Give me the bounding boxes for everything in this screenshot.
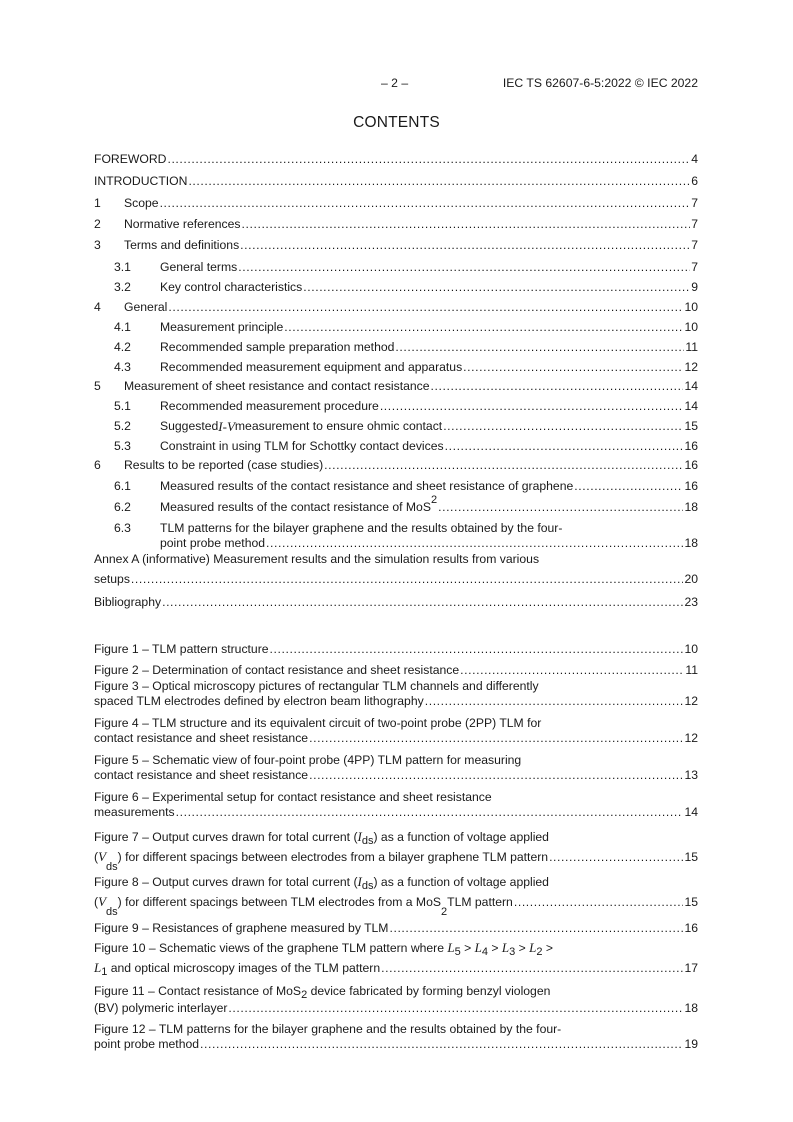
- toc-entry-label: Bibliography: [94, 595, 162, 609]
- toc-entry-label-pre: Suggested: [160, 419, 219, 433]
- figure-entry-page: 19: [684, 1037, 698, 1051]
- subscript: 3: [509, 946, 516, 958]
- dot-leader: [168, 300, 683, 315]
- toc-entry-number: 1: [94, 196, 101, 210]
- toc-entry-page: 11: [685, 340, 698, 354]
- italic-variable: L: [529, 940, 537, 955]
- figure-entry-page: 12: [684, 694, 698, 708]
- toc-entry[interactable]: [94, 589, 698, 610]
- toc-entry-number: 2: [94, 217, 101, 231]
- figure-entry[interactable]: [94, 716, 698, 753]
- toc-entry-number: 3: [94, 238, 101, 252]
- subscript: 2: [301, 989, 308, 1001]
- dot-leader: [270, 642, 684, 657]
- toc-entry-label: General: [124, 300, 168, 314]
- toc-entry-page: 14: [684, 379, 698, 393]
- figure-entry[interactable]: [94, 679, 698, 716]
- figure-entry-label-line2: point probe method: [94, 1037, 200, 1051]
- figure-entry[interactable]: [94, 753, 698, 790]
- figure-entry-label-line2-mid: ) for different spacings between TLM electrodes from a MoS: [117, 895, 441, 909]
- dot-leader: [324, 458, 683, 473]
- figure-entry-label-line1-pre: Figure 8 – Output curves drawn for total current (: [94, 875, 358, 889]
- toc-entry-number: 6.2: [114, 500, 131, 514]
- figure-entry-label-line1-post: device fabricated by forming benzyl viologen: [307, 984, 551, 998]
- toc-entry-page: 18: [684, 500, 698, 514]
- toc-entry-page: 7: [691, 196, 698, 210]
- toc-entry-number: 4.3: [114, 360, 131, 374]
- figure-entry-label-line2-pre: (: [94, 850, 99, 864]
- toc-entry-page: 18: [684, 536, 698, 550]
- toc-entry-page: 7: [691, 238, 698, 252]
- page-header: [0, 76, 793, 92]
- figure-entry-label: Figure 9 – Resistances of graphene measured by TLM: [94, 921, 389, 935]
- toc-entry-label: Key control characteristics: [160, 280, 303, 294]
- toc-entry[interactable]: [94, 315, 698, 335]
- figure-entry-label-line2-post: ) for different spacings between electrodes from a bilayer graphene TLM pattern: [117, 850, 549, 864]
- toc-entry-label-post: measurement to ensure ohmic contact: [234, 419, 443, 433]
- dot-leader: [309, 731, 683, 746]
- toc-entry-page: 20: [684, 572, 698, 586]
- dot-leader: [309, 768, 683, 783]
- toc-entry-label: Measurement of sheet resistance and contact resistance: [124, 379, 430, 393]
- subscript: 5: [454, 946, 461, 958]
- dot-leader: [395, 340, 684, 355]
- subscript: ds: [361, 880, 374, 892]
- dot-leader: [431, 379, 684, 394]
- toc-entry-label: Measured results of the contact resistance and sheet resistance of graphene: [160, 479, 574, 493]
- dot-leader: [242, 217, 691, 232]
- dot-leader: [131, 572, 684, 587]
- toc-entry-number: 3.1: [114, 260, 131, 274]
- toc-entry-label: Scope: [124, 196, 159, 210]
- toc-entry-page: 9: [691, 280, 698, 294]
- toc-entry-number: 5.1: [114, 399, 131, 413]
- italic-variable: L: [474, 940, 482, 955]
- figure-entry-label: Figure 2 – Determination of contact resistance and sheet resistance: [94, 663, 460, 677]
- toc-entry-page: 15: [684, 419, 698, 433]
- italic-variable: L: [501, 940, 510, 955]
- figure-entry-label: Figure 1 – TLM pattern structure: [94, 642, 269, 656]
- toc-entry[interactable]: [94, 434, 698, 454]
- dot-leader: [460, 663, 684, 678]
- toc-entry-page: 10: [684, 320, 698, 334]
- figure-entry-label-line2: spaced TLM electrodes defined by electron beam lithography: [94, 694, 424, 708]
- figure-entry-page: 14: [684, 805, 698, 819]
- figure-entry-label-line1: Figure 3 – Optical microscopy pictures of rectangular TLM channels and differently: [94, 679, 539, 693]
- figure-entry-label-line1: Figure 4 – TLM structure and its equivalent circuit of two-point probe (2PP) TLM for: [94, 716, 542, 730]
- toc-entry-label-line1: TLM patterns for the bilayer graphene and the results obtained by the four-: [160, 521, 563, 535]
- dot-leader: [188, 174, 690, 189]
- figures-list: [94, 635, 698, 1059]
- italic-variable: V: [98, 849, 107, 864]
- toc-entry[interactable]: [94, 494, 698, 515]
- figure-entry-page: 10: [684, 642, 698, 656]
- dot-leader: [176, 805, 684, 820]
- toc-entry-label: Results to be reported (case studies): [124, 458, 324, 472]
- subscript: ds: [361, 835, 374, 847]
- dot-leader: [380, 399, 684, 414]
- dot-leader: [381, 958, 683, 978]
- toc-entry-number: 6.3: [114, 521, 131, 535]
- figure-entry-label-line2: (BV) polymeric interlayer: [94, 1001, 228, 1015]
- figure-entry-label-line1: Figure 6 – Experimental setup for contact resistance and sheet resistance: [94, 790, 492, 804]
- figure-entry-label-line2-post: TLM pattern: [447, 895, 513, 909]
- toc-entry[interactable]: [94, 295, 698, 315]
- figure-entry-page: 11: [685, 663, 698, 677]
- toc-entry-page: 16: [684, 439, 698, 453]
- figure-entry-page: 17: [684, 961, 698, 975]
- dot-leader: [463, 360, 683, 375]
- dot-leader: [574, 479, 683, 494]
- figure-entry-page: 12: [684, 731, 698, 745]
- toc-entry-page: 16: [684, 479, 698, 493]
- toc-entry[interactable]: [94, 253, 698, 275]
- toc-entry-label: Recommended measurement equipment and apparatus: [160, 360, 463, 374]
- toc-entry-number: 5: [94, 379, 101, 393]
- toc-entry-label-line1: Annex A (informative) Measurement results and the simulation results from various: [94, 552, 540, 566]
- figure-entry[interactable]: Figure 8 – Output curves drawn for total current $(I_{ds})$ as a function of voltage applied ( V ds ) for different spacings between TLM electrodes from a MoS 2 TLM pattern ..... 15: [94, 872, 698, 915]
- contents-title: CONTENTS: [353, 114, 440, 131]
- figure-entry[interactable]: [94, 635, 698, 657]
- toc-entry-label: Normative references: [124, 217, 241, 231]
- toc-entry-page: 12: [684, 360, 698, 374]
- toc-entry[interactable]: [94, 355, 698, 375]
- dot-leader: [200, 1037, 683, 1052]
- figure-entry-label-line1: Figure 12 – TLM patterns for the bilayer graphene and the results obtained by the four-: [94, 1022, 562, 1036]
- dot-leader: [443, 419, 683, 434]
- figure-entry-label-line1-pre: Figure 11 – Contact resistance of MoS: [94, 984, 302, 998]
- figure-entry[interactable]: [94, 657, 698, 678]
- italic-variable: I-V: [218, 419, 235, 434]
- dot-leader: [389, 921, 683, 936]
- toc-entry[interactable]: [94, 375, 698, 394]
- toc-entry-number: 4.2: [114, 340, 131, 354]
- toc-entry-page: 6: [691, 174, 698, 188]
- figure-entry-page: 13: [684, 768, 698, 782]
- figure-entry-page: 15: [684, 895, 698, 909]
- subscript: 2: [536, 946, 543, 958]
- italic-variable: L: [94, 960, 102, 975]
- figure-entry-label-line2: $L_1$ and optical microscopy images of the TLM pattern: [94, 960, 381, 978]
- toc-entry[interactable]: [94, 189, 698, 211]
- italic-variable: V: [98, 894, 107, 909]
- toc-entry-label: Measurement principle: [160, 320, 284, 334]
- figure-entry-label-line1: Figure 5 – Schematic view of four-point probe (4PP) TLM pattern for measuring: [94, 753, 522, 767]
- figure-entry[interactable]: [94, 981, 698, 1020]
- toc-entry[interactable]: [94, 146, 698, 167]
- figure-entry-label-line2-pre: (: [94, 895, 99, 909]
- toc-entry-label: Recommended sample preparation method: [160, 340, 395, 354]
- figure-entry-label-line2: contact resistance and sheet resistance: [94, 731, 309, 745]
- dot-leader: [160, 196, 691, 211]
- toc-entry-number: 4.1: [114, 320, 131, 334]
- toc-entry-label-line2: setups: [94, 572, 130, 586]
- toc-entry[interactable]: [94, 521, 698, 554]
- figure-entry[interactable]: [94, 915, 698, 936]
- figure-entry-label-line1-pre: Figure 7 – Output curves drawn for total current (: [94, 830, 358, 844]
- figure-entry-page: 18: [684, 1001, 698, 1015]
- toc-entry-page: 16: [684, 458, 698, 472]
- toc-list: [94, 146, 698, 610]
- toc-entry-page: 7: [691, 260, 698, 274]
- figure-entry-label-line2: contact resistance and sheet resistance: [94, 768, 309, 782]
- figure-entry-label-line1-post: ) as a function of voltage applied: [373, 875, 549, 889]
- subscript: 4: [481, 946, 489, 958]
- dot-leader: [445, 439, 684, 454]
- figure-entry[interactable]: Figure 7 – Output curves drawn for total current $(I_{ds})$ as a function of voltage applied ( V ds ) for different spacings between electrodes from a bilayer graphene TLM pattern ..... 15: [94, 827, 698, 872]
- toc-entry-label: FOREWORD: [94, 152, 167, 166]
- subscript: 2: [430, 494, 438, 506]
- toc-entry[interactable]: [94, 275, 698, 295]
- toc-entry[interactable]: [94, 167, 698, 189]
- italic-variable: I: [357, 829, 362, 844]
- dot-leader: [425, 694, 684, 709]
- toc-entry-page: 14: [684, 399, 698, 413]
- toc-entry-number: 5.3: [114, 439, 131, 453]
- italic-variable: L: [447, 940, 455, 955]
- toc-entry-label-pre: Measured results of the contact resistance of MoS: [160, 500, 431, 514]
- toc-entry-annex[interactable]: [94, 552, 698, 588]
- page-number: – 2 –: [381, 76, 409, 90]
- toc-entry-page: 4: [691, 152, 698, 166]
- figure-entry[interactable]: [94, 790, 698, 827]
- toc-entry-number: 6.1: [114, 479, 131, 493]
- dot-leader: [240, 238, 690, 253]
- toc-entry-page: 23: [684, 595, 698, 609]
- toc-entry-label: INTRODUCTION: [94, 174, 188, 188]
- toc-entry-label: Recommended measurement procedure: [160, 399, 379, 413]
- dot-leader: [266, 536, 683, 551]
- document-reference: IEC TS 62607-6-5:2022 © IEC 2022: [502, 76, 698, 90]
- toc-entry-number: 6: [94, 458, 101, 472]
- dot-leader: [167, 152, 690, 167]
- toc-entry[interactable]: [94, 414, 698, 434]
- toc-entry[interactable]: [94, 232, 698, 253]
- toc-entry-number: 5.2: [114, 419, 131, 433]
- toc-entry-label-line2: point probe method: [160, 536, 266, 550]
- dot-leader: [284, 320, 683, 335]
- figure-entry-page: 15: [684, 850, 698, 864]
- dot-leader: [549, 847, 683, 867]
- toc-entry-label: Constraint in using TLM for Schottky contact devices: [160, 439, 444, 453]
- dot-leader: [162, 595, 683, 610]
- toc-entry-number: 4: [94, 300, 101, 314]
- toc-entry-label: General terms: [160, 260, 238, 274]
- dot-leader: [514, 892, 684, 912]
- figure-entry-page: 16: [684, 921, 698, 935]
- toc-entry-label: Terms and definitions: [124, 238, 240, 252]
- figure-entry-label-line1: Figure 10 – Schematic views of the graphene TLM pattern where $L_5 > L_4 > L_3 > L_2$ >: [94, 940, 554, 958]
- figure-entry-label-line2: measurements: [94, 805, 175, 819]
- dot-leader: [303, 280, 690, 295]
- subscript: 1: [101, 966, 108, 978]
- toc-entry[interactable]: [94, 394, 698, 414]
- toc-entry-page: 7: [691, 217, 698, 231]
- dot-leader: [238, 260, 690, 275]
- toc-entry[interactable]: [94, 454, 698, 473]
- toc-entry-page: 10: [684, 300, 698, 314]
- toc-entry[interactable]: [94, 335, 698, 355]
- toc-entry[interactable]: [94, 473, 698, 494]
- dot-leader: [228, 1001, 683, 1016]
- figure-entry-label-line1-post: ) as a function of voltage applied: [373, 830, 549, 844]
- toc-entry-number: 3.2: [114, 280, 131, 294]
- figure-entry[interactable]: [94, 1022, 698, 1059]
- figure-entry[interactable]: [94, 938, 698, 981]
- dot-leader: [438, 500, 683, 515]
- toc-entry[interactable]: [94, 211, 698, 232]
- italic-variable: I: [357, 874, 362, 889]
